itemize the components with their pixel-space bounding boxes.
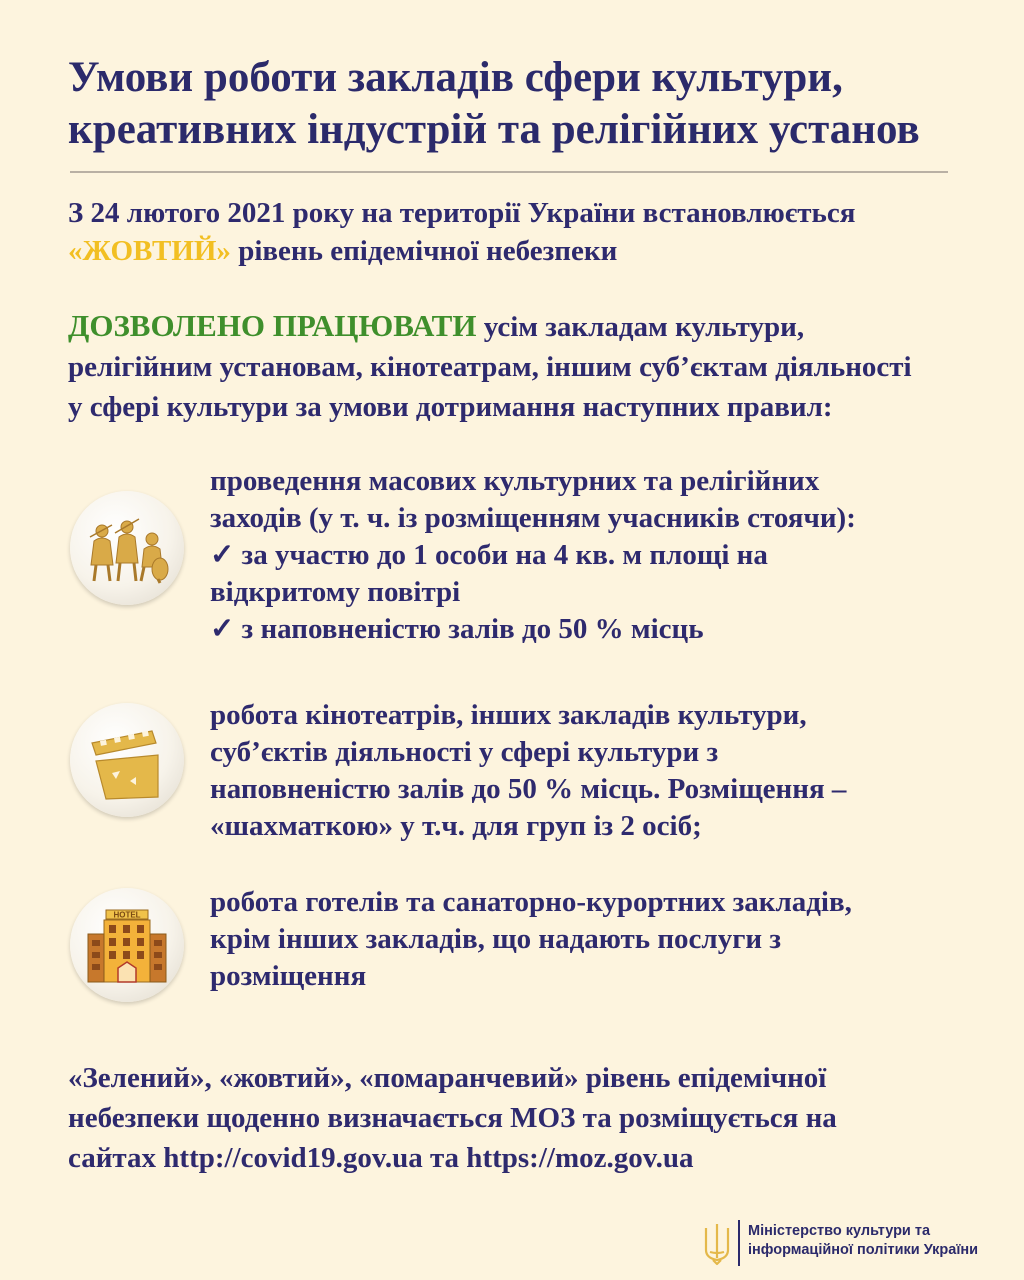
footer-line-1: «Зелений», «жовтий», «помаранчевий» рівень епідемічної	[68, 1062, 827, 1094]
allowed-line-3: у сфері культури за умови дотримання наступних правил:	[68, 391, 833, 423]
intro-paragraph	[68, 194, 968, 270]
intro-line-1: З 24 лютого 2021 року на території України встановлюється	[68, 197, 856, 229]
logo-separator	[738, 1220, 740, 1266]
footer-line-3: сайтах http://covid19.gov.ua та https://moz.gov.ua	[68, 1142, 694, 1174]
trident-icon	[702, 1222, 732, 1266]
yellow-level-label: «ЖОВТИЙ»	[68, 235, 231, 267]
hotel-icon	[70, 888, 184, 1002]
rule-hotels-line-1: робота готелів та санаторно-курортних закладів,	[210, 886, 852, 918]
allowed-highlight: ДОЗВОЛЕНО ПРАЦЮВАТИ	[68, 308, 477, 343]
rule-events-line-3: ✓ за участю до 1 особи на 4 кв. м площі на	[210, 539, 768, 571]
musicians-icon	[70, 491, 184, 605]
ministry-name	[748, 1222, 1018, 1260]
ministry-logo	[702, 1218, 1002, 1268]
title-line-1: Умови роботи закладів сфери культури,	[68, 54, 843, 101]
rule-events-line-2: заходів (у т. ч. із розміщенням учасників стоячи):	[210, 502, 856, 534]
rule-item-cinemas	[210, 697, 970, 845]
allowed-line-2: релігійним установам, кінотеатрам, іншим суб’єктам діяльності	[68, 351, 912, 383]
film-clapper-icon	[70, 703, 184, 817]
rule-events-line-4: відкритому повітрі	[210, 576, 461, 608]
rule-events-line-5: ✓ з наповненістю залів до 50 % місць	[210, 613, 704, 645]
rule-item-hotels	[210, 884, 970, 995]
allowed-paragraph	[68, 306, 968, 427]
footer-paragraph	[68, 1058, 968, 1178]
rule-cinemas-line-1: робота кінотеатрів, інших закладів культури,	[210, 699, 807, 731]
footer-line-2: небезпеки щоденно визначається МОЗ та розміщується на	[68, 1102, 837, 1134]
ministry-name-line-2: інформаційної політики України	[748, 1242, 979, 1258]
hotel-sign-text: HOTEL	[113, 910, 141, 920]
rule-item-events	[210, 463, 970, 648]
intro-line-2: рівень епідемічної небезпеки	[230, 235, 618, 267]
rule-hotels-line-3: розміщення	[210, 960, 367, 992]
title-divider	[70, 171, 948, 173]
rule-cinemas-line-2: суб’єктів діяльності у сфері культури з	[210, 736, 719, 768]
allowed-line-1: усім закладам культури,	[476, 311, 805, 343]
title-line-2: креативних індустрій та релігійних установ	[68, 106, 920, 153]
rule-events-line-1: проведення масових культурних та релігійних	[210, 465, 820, 497]
rule-hotels-line-2: крім інших закладів, що надають послуги з	[210, 923, 781, 955]
ministry-name-line-1: Міністерство культури та	[748, 1223, 931, 1239]
page-title	[68, 52, 968, 156]
rule-cinemas-line-3: наповненістю залів до 50 % місць. Розміщення –	[210, 773, 847, 805]
rule-cinemas-line-4: «шахматкою» у т.ч. для груп із 2 осіб;	[210, 810, 702, 842]
